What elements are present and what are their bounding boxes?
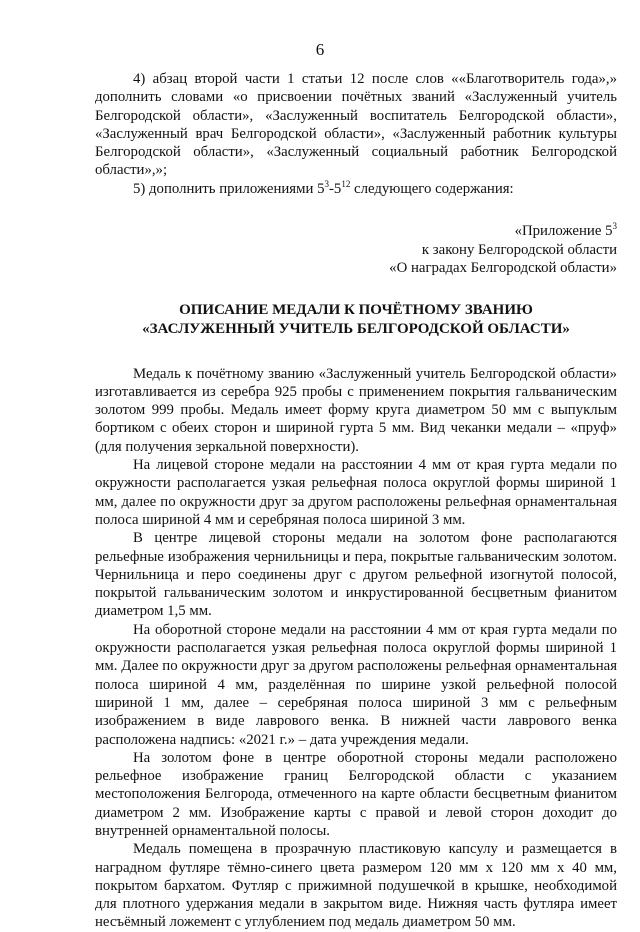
annex-line-2: к закону Белгородской области — [421, 241, 617, 258]
section-title — [95, 301, 617, 339]
annex-line-1 — [95, 222, 617, 241]
paragraph-obverse-bands: На лицевой стороне медали на расстоянии 4 мм от края гурта медали по окружности располагается узкая рельефная полоса округлой формы шириной 1 мм, далее по окружности друг за другом расположены рельефная орнаментальная полоса шириной 4 мм и серебряная полоса шириной 3 мм. — [95, 457, 617, 528]
annex-line-3: «О наградах Белгородской области» — [389, 260, 617, 277]
amendment-item-5-suffix: следующего содержания: — [350, 180, 514, 197]
paragraph-general: Медаль к почётному званию «Заслуженный учитель Белгородской области» изготавливается из серебра 925 пробы с применением покрытия гальваническим золотом 999 пробы. Медаль имеет форму круга диаметром 50 мм с выпуклым бортиком с обеих сторон и шириной гурта 5 мм. Вид чеканки медали – «пруф» (для получения зеркальной поверхности). — [95, 365, 617, 455]
section-title-line-1: ОПИСАНИЕ МЕДАЛИ К ПОЧЁТНОМУ ЗВАНИЮ — [179, 301, 533, 318]
paragraph-reverse-center: На золотом фоне в центре оборотной стороны медали расположено рельефное изображение границ Белгородской области с указанием местоположения Белгорода, отмеченного на карте области бесцветным фианитом диаметром 2 мм. Изображение карты с правой и левой сторон доходит до внутренней орнаментальной полосы. — [95, 749, 617, 839]
amendment-item-5-sup-end: 12 — [341, 178, 351, 189]
amendment-item-5 — [95, 180, 617, 198]
amendment-item-5-prefix: 5) дополнить приложениями 5 — [133, 180, 325, 197]
annex-header — [95, 222, 617, 278]
medal-description — [95, 365, 617, 932]
annex-number-sup: 3 — [612, 221, 617, 232]
section-title-line-2: «ЗАСЛУЖЕННЫЙ УЧИТЕЛЬ БЕЛГОРОДСКОЙ ОБЛАСТИ» — [142, 320, 570, 337]
annex-title: «Приложение 5 — [514, 223, 613, 240]
page-number: 6 — [315, 40, 325, 59]
amendment-item-5-dash: -5 — [328, 180, 342, 197]
document-body — [95, 70, 617, 932]
amendment-item-4: 4) абзац второй части 1 статьи 12 после слов ««Благотворитель года»,» дополнить словами «о присвоении почётных званий «Заслуженный учитель Белгородской области», «Заслуженный воспитатель Белгородской области», «Заслуженный врач Белгородской области», «Заслуженный работник культуры Белгородской области», «Заслуженный социальный работник Белгородской области»,»; — [95, 71, 617, 179]
paragraph-reverse-bands: На оборотной стороне медали на расстоянии 4 мм от края гурта медали по окружности располагается узкая рельефная полоса округлой формы шириной 1 мм. Далее по окружности друг за другом расположены рельефная орнаментальная полоса шириной 4 мм, разделённая по ширине узкой рельефной полосой шириной 1 мм, далее – серебряная полоса шириной 3 мм с рельефным изображением в виде лаврового венка. В нижней части лаврового венка расположена надпись: «2021 г.» – дата учреждения медали. — [95, 621, 617, 748]
amendment-item-5-sup-start: 3 — [324, 178, 329, 189]
paragraph-obverse-center: В центре лицевой стороны медали на золотом фоне располагаются рельефные изображения чернильницы и пера, покрытые гальваническим золотом. Чернильница и перо соединены друг с другом рельефной изогнутой полосой, покрытой гальваническим золотом и инкрустированной бесцветным фианитом диаметром 1,5 мм. — [95, 530, 617, 620]
paragraph-case: Медаль помещена в прозрачную пластиковую капсулу и размещается в наградном футляре тёмно-синего цвета размером 120 мм х 120 мм х 40 мм, покрытом бархатом. Футляр с прижимной подушечкой в крышке, необходимой для плотного удержания медали в закрытом виде. Нижняя часть футляра имеет несъёмный ложемент с углублением под медаль диаметром 50 мм. — [95, 841, 617, 931]
